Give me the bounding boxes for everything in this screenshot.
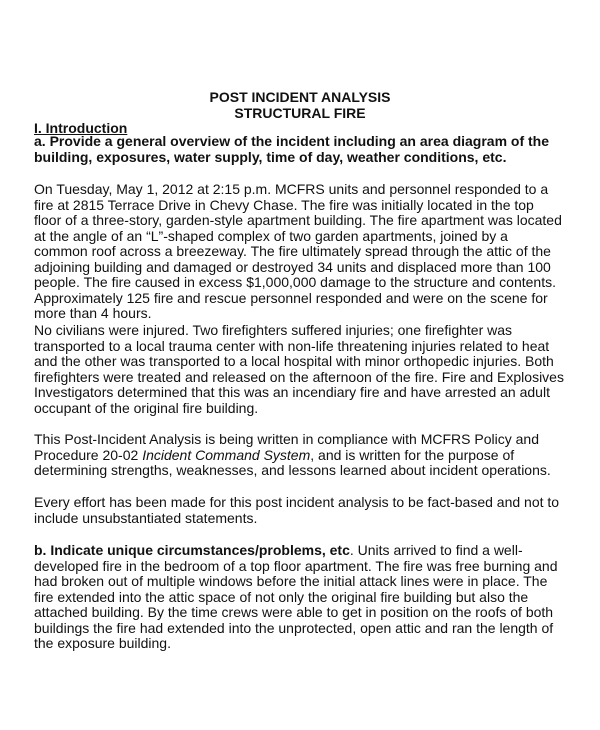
circumstances-text: . Units arrived to find a well-developed fire in the bedroom of a top floor apartment. The fire was free burning and had broken out of multiple windows before the initial attack lines were in place. The fire extended into the attic space of not only the original fire building but also the attached building. By the time crews were able to get in position on the roofs of both buildings the fire had extended into the unprotected, open attic and ran the length of the exposure building. bbox=[34, 542, 558, 651]
paragraph-injuries: No civilians were injured. Two firefighters suffered injuries; one firefighter was transported to a local trauma center with non-life threatening injuries related to heat and the other was transported to a local hospital with minor orthopedic injuries. Both firefighters were treated and released on the afternoon of the fire. Fire and Explosives Investigators determined that this was an incendiary fire and have arrested an adult occupant of the original fire building. bbox=[34, 322, 564, 416]
paragraph-incident-overview: On Tuesday, May 1, 2012 at 2:15 p.m. MCFRS units and personnel responded to a fire at 2815 Terrace Drive in Chevy Chase. The fire was initially located in the top floor of a three-story, garden-style apartment building. The fire apartment was located at the angle of an “L”-shaped complex of two garden apartments, joined by a common roof across a breezeway. The fire ultimately spread through the attic of the adjoining building and damaged or destroyed 34 units and displaced more than 100 people. The fire caused in excess $1,000,000 damage to the structure and contents. Approximately 125 fire and rescue personnel responded and were on the scene for more than 4 hours. bbox=[34, 181, 562, 321]
paragraph-unique-circumstances bbox=[34, 543, 564, 652]
document-title bbox=[0, 89, 600, 121]
title-line-2: STRUCTURAL FIRE bbox=[234, 105, 366, 121]
compliance-text-before: This Post-Incident Analysis is being written in compliance with MCFRS Policy and Procedure 20-02 bbox=[34, 431, 539, 463]
policy-title-italic: Incident Command System bbox=[142, 446, 311, 463]
title-line-1: POST INCIDENT ANALYSIS bbox=[209, 89, 391, 105]
compliance-text-after: , and is written for the purpose of determining strengths, weaknesses, and lessons learned about incident operations. bbox=[34, 446, 551, 478]
paragraph-fact-based: Every effort has been made for this post incident analysis to be fact-based and not to include unsubstantiated statements. bbox=[34, 494, 560, 526]
subheading-b: b. Indicate unique circumstances/problems, etc bbox=[34, 542, 350, 558]
paragraph-compliance bbox=[34, 432, 564, 479]
section-heading-introduction: I. Introduction bbox=[34, 120, 128, 136]
subheading-a: a. Provide a general overview of the incident including an area diagram of the building, exposures, water supply, time of day, weather conditions, etc. bbox=[34, 133, 550, 165]
